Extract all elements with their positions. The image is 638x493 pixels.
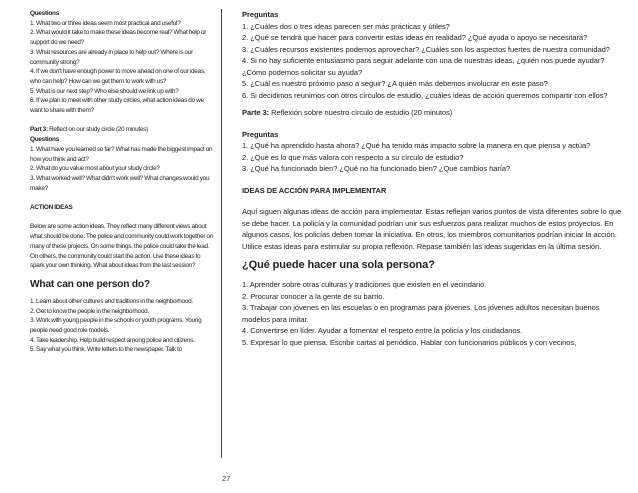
- action-ideas-text: Below are some action ideas. They reflect many different views about what should be done. The police and community could work together on many of these projects. On some things, the police could take the lead. On others, the community could start the action. Use these ideas to spark your own thinking. What about ideas from the last session?: [30, 223, 214, 270]
- parte3-label: Parte 3:: [242, 108, 270, 117]
- ideas-accion-heading: IDEAS DE ACCIÓN PARA IMPLEMENTAR: [242, 185, 387, 195]
- pregunta-item: 6. Si decidimos reunirnos con otros círculos de estudio, ¿cuáles ideas de acción queremos compartir con ellos?: [242, 90, 608, 100]
- pregunta-item: 3. ¿Cuáles recursos existentes podemos aprovechar? ¿Cuáles son los aspectos fuertes de nuestra comunidad?: [242, 44, 610, 54]
- question-item: 1. What two or three ideas seem most practical and useful?: [30, 19, 181, 27]
- parte3-text: Reflexión sobre nuestro círculo de estudio (20 minutos): [269, 108, 453, 117]
- question-item: 1. What have you learned so far? What has made the biggest impact on how you think and act?: [30, 145, 213, 163]
- column-divider: [221, 9, 222, 458]
- english-column: [30, 9, 215, 355]
- part3-text: Reflect on our study circle (20 minutes): [47, 126, 149, 134]
- una-persona-item: 4. Convertirse en líder. Ayudar a fomentar el respeto entre la policía y los ciudadanos.: [242, 326, 523, 335]
- part3-line: [30, 125, 215, 135]
- una-persona-item: 3. Trabajar con jóvenes en las escuelas o en programas para jóvenes. Los jóvenes adultos necesitan buenos modelos para imitar.: [242, 303, 600, 324]
- preguntas-heading: Preguntas: [242, 10, 279, 19]
- questions2-heading: Questions: [30, 136, 59, 144]
- one-person-item: 3. Work with young people in the schools or youth programs. Young people need good role models.: [30, 317, 202, 335]
- question-item: 3. What resources are already in place to help out? Where is our community strong?: [30, 48, 193, 66]
- question-item: 5. What is our next step? Who else should we link up with?: [30, 87, 179, 95]
- parte3-line: [242, 107, 627, 119]
- pregunta-item: 4. Si no hay suficiente entusiasmo para seguir adelante con una de nuestras ideas, ¿quién nos puede ayudar? ¿Cómo podemos solicitar su ayuda?: [242, 56, 605, 77]
- una-persona-item: 2. Procurar conocer a la gente de su barrio.: [242, 291, 385, 301]
- question-item: 4. If we don't have enough power to move ahead on one of our ideas, who can help? How can we get them to work with us?: [30, 68, 206, 85]
- one-person-item: 5. Say what you think. Write letters to the newspaper. Talk to: [30, 346, 182, 354]
- pregunta-item: 5. ¿Cuál es nuestro próximo paso a seguir? ¿A quién más debemos involucrar en este paso?: [242, 79, 548, 88]
- pregunta-item: 2. ¿Qué es lo que más valora con respecto a su círculo de estudio?: [242, 152, 464, 162]
- pregunta-item: 1. ¿Cuáles dos o tres ideas parecen ser más prácticas y útiles?: [242, 21, 450, 31]
- action-ideas-heading: ACTION IDEAS: [30, 204, 73, 212]
- one-person-item: 2. Get to know the people in the neighborhood.: [30, 307, 149, 315]
- question-item: 3. What worked well? What didn't work well? What changes would you make?: [30, 174, 210, 192]
- una-persona-heading: ¿Qué puede hacer una sola persona?: [242, 259, 435, 271]
- question-item: 6. If we plan to meet with other study circles, what action ideas do we want to share with them?: [30, 97, 204, 115]
- una-persona-item: 5. Expresar lo que piensa. Escribir cartas al periódico. Hablar con funcionarios públicos y con vecinos,: [242, 337, 577, 347]
- una-persona-item: 1. Aprender sobre otras culturas y tradiciones que existen en el vecindario.: [242, 280, 487, 289]
- pregunta-item: 3. ¿Qué ha funcionado bien? ¿Qué no ha funcionado bien? ¿Qué cambios haría?: [242, 164, 511, 173]
- one-person-item: 1. Learn about other cultures and traditions in the neighborhood.: [30, 297, 193, 305]
- pregunta-item: 2. ¿Qué se tendrá que hacer para convertir estas ideas en realidad? ¿Qué ayuda o apoyo se necesitará?: [242, 33, 588, 42]
- preguntas2-heading: Preguntas: [242, 129, 279, 139]
- page-number: 27: [222, 474, 231, 483]
- ideas-accion-text: Aquí siguen algunas ideas de acción para implementar. Estas reflejan varios puntos de vista diferentes sobre lo que se debe hacer. La policía y la comunidad podrían unir sus esfuerzos para realizar muchos de estos proyectos. En algunos casos, los policías deben tomar la iniciativa. En otros, los miembros comunitarios podrían iniciar la acción. Utilice estas ideas para estimular su propia reflexión. Repase también las ideas sugeridas en la última sesión.: [242, 207, 622, 251]
- one-person-heading: What can one person do?: [30, 278, 150, 290]
- part3-label: Part 3:: [30, 126, 48, 134]
- spanish-column: [242, 9, 627, 348]
- question-item: 2. What would it take to make these ideas become real? What help or support do we need?: [30, 29, 207, 47]
- question-item: 2. What do you value most about your study circle?: [30, 165, 160, 173]
- pregunta-item: 1. ¿Qué ha aprendido hasta ahora? ¿Qué ha tenido más impacto sobre la manera en que piensa y actúa?: [242, 141, 591, 150]
- one-person-item: 4. Take leadership. Help build respect among police and citizens.: [30, 336, 195, 344]
- questions-heading: Questions: [30, 10, 59, 17]
